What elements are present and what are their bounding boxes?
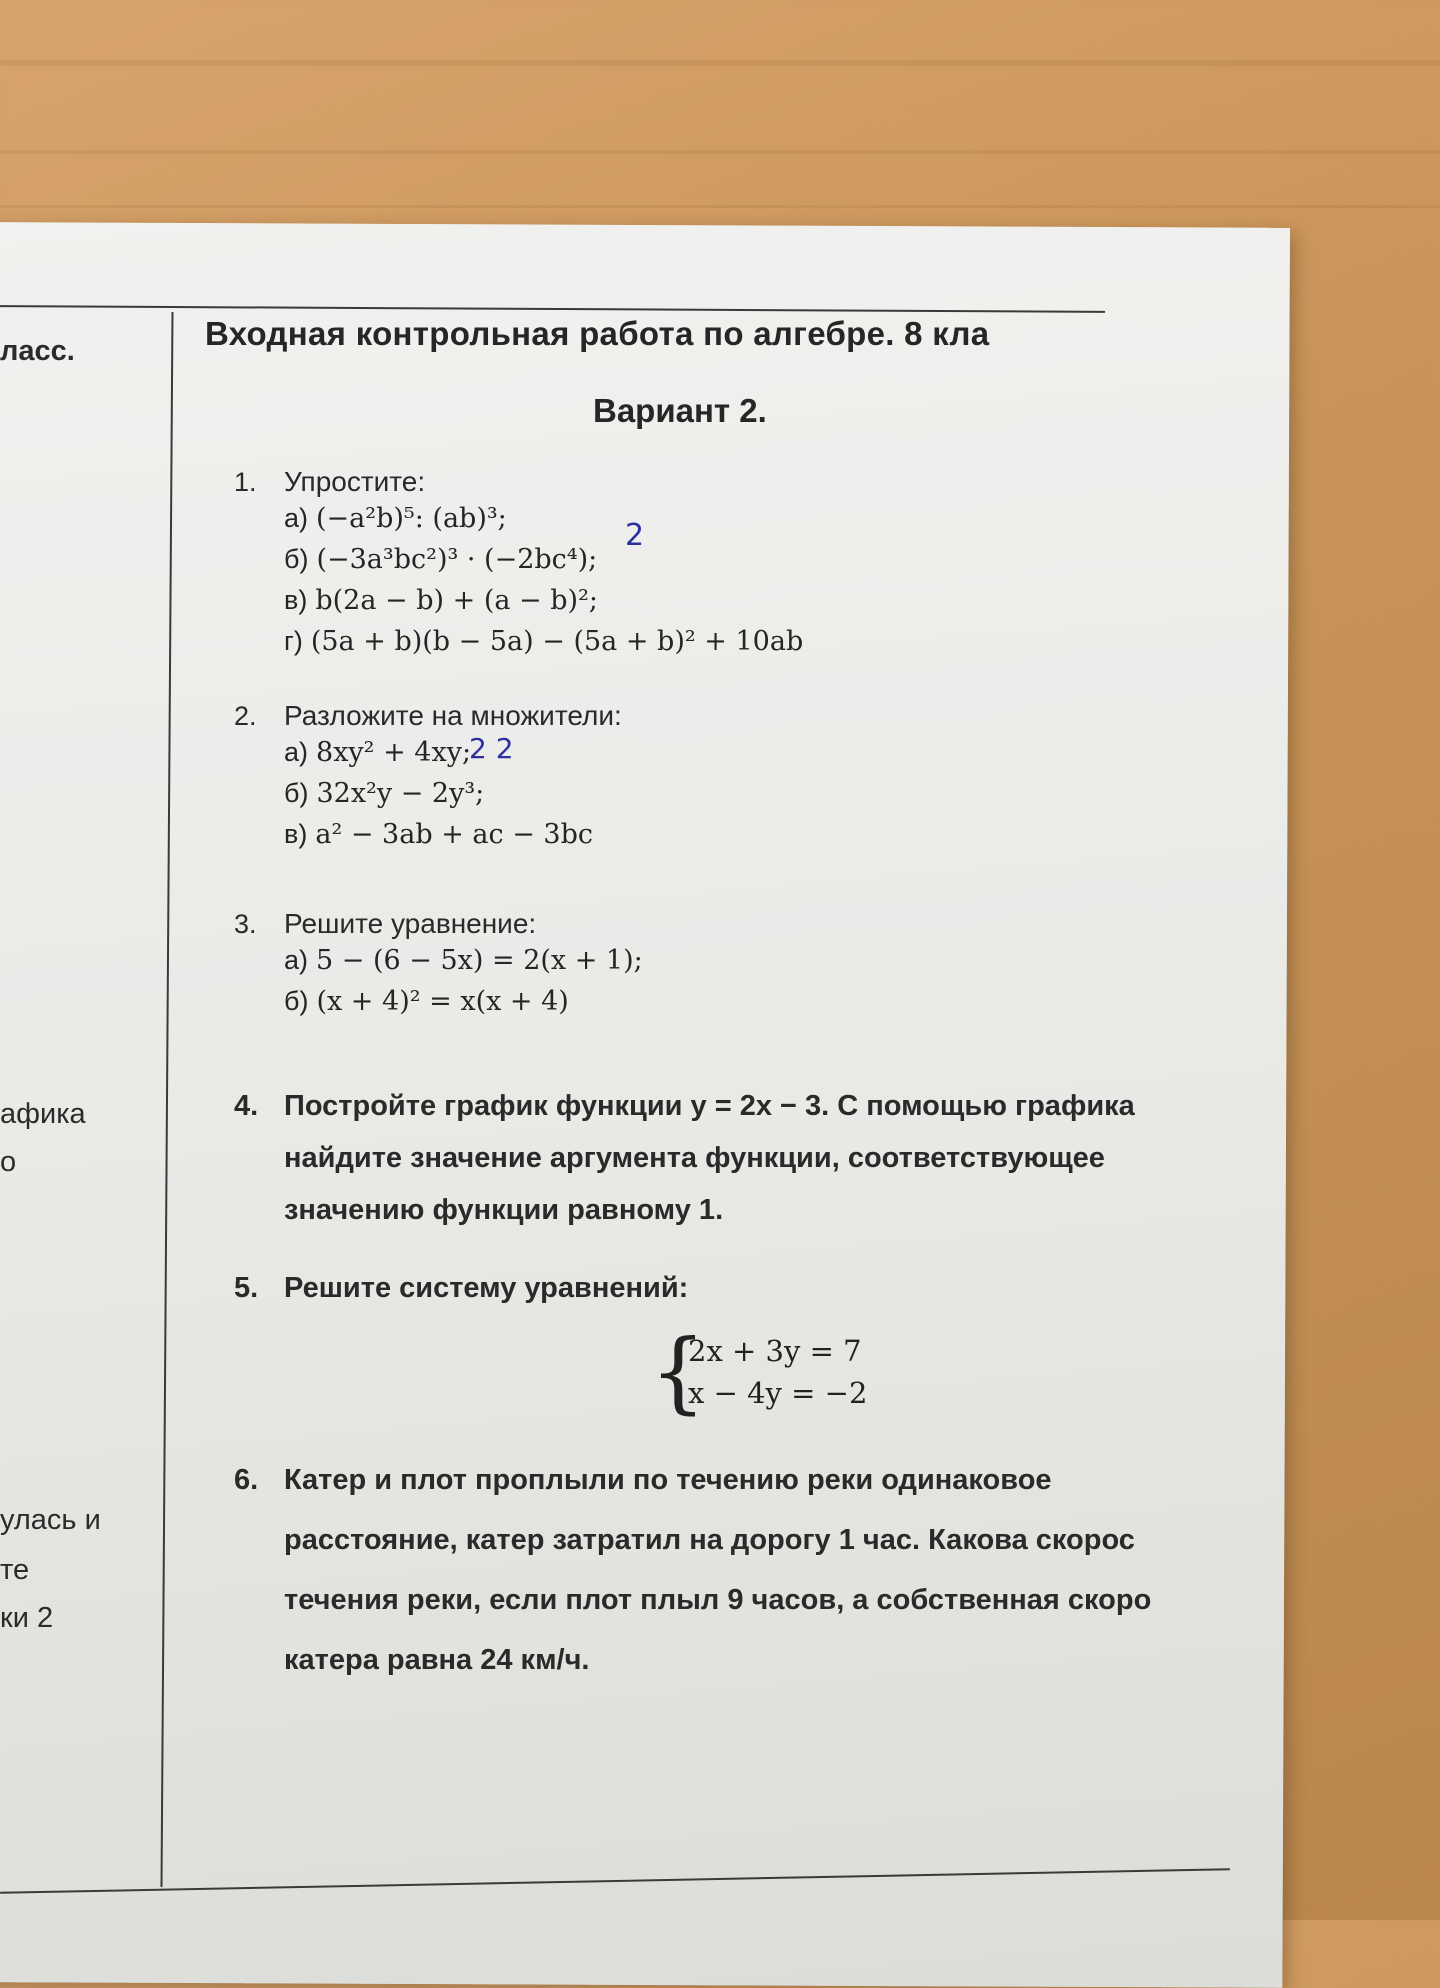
task-heading: Решите систему уравнений: xyxy=(284,1272,689,1304)
handwritten-mark: 2 2 xyxy=(469,732,514,765)
left-fragment: афика xyxy=(0,1098,86,1130)
task-number: 5. xyxy=(234,1272,259,1304)
task-text-line: расстояние, катер затратил на дорогу 1 час. Какова скорос xyxy=(284,1524,1135,1556)
left-fragment: улась и xyxy=(0,1504,101,1536)
task-4 xyxy=(234,1080,1135,1236)
task-text-line: течения реки, если плот плыл 9 часов, а собственная скоро xyxy=(284,1584,1152,1616)
task-item: а) 8xy² + 4xy; xyxy=(284,737,472,768)
task-item: б) 32x²y − 2y³; xyxy=(284,778,485,809)
task-3 xyxy=(234,908,643,1022)
task-text-line: Постройте график функции y = 2x − 3. С помощью графика xyxy=(284,1090,1135,1122)
left-fragment: о xyxy=(0,1146,17,1178)
task-text-line: значению функции равному 1. xyxy=(284,1194,724,1226)
left-fragment: ласс. xyxy=(0,335,75,367)
task-5 xyxy=(234,1262,688,1314)
task-item: б) (−3a³bc²)³ · (−2bc⁴); xyxy=(284,544,598,575)
task-text-line: катера равна 24 км/ч. xyxy=(284,1644,590,1676)
task-number: 2. xyxy=(234,701,257,731)
left-fragment: те xyxy=(0,1554,30,1586)
task-number: 3. xyxy=(234,909,257,939)
task-number: 6. xyxy=(234,1464,259,1496)
task-6 xyxy=(234,1450,1151,1690)
task-number: 4. xyxy=(234,1090,259,1122)
task-item: в) a² − 3ab + ac − 3bc xyxy=(284,819,593,850)
system-brace: { xyxy=(650,1320,706,1423)
task-text-line: найдите значение аргумента функции, соответствующее xyxy=(284,1142,1105,1174)
system-equation: x − 4y = −2 xyxy=(688,1376,868,1410)
task-1 xyxy=(234,466,803,662)
variant-heading: Вариант 2. xyxy=(593,392,767,429)
handwritten-mark: 2 xyxy=(625,518,645,553)
task-item: в) b(2a − b) + (a − b)²; xyxy=(284,585,598,616)
task-heading: Упростите: xyxy=(284,466,426,497)
task-item: а) 5 − (6 − 5x) = 2(x + 1); xyxy=(284,945,643,976)
task-heading: Решите уравнение: xyxy=(284,908,537,939)
task-item: б) (x + 4)² = x(x + 4) xyxy=(284,986,569,1017)
left-fragment: ки 2 xyxy=(0,1602,54,1634)
task-number: 1. xyxy=(234,467,257,497)
equation-system xyxy=(650,1320,868,1423)
task-heading: Разложите на множители: xyxy=(284,700,622,731)
task-text-line: Катер и плот проплыли по течению реки одинаковое xyxy=(284,1464,1052,1496)
task-2 xyxy=(234,700,622,855)
task-item: г) (5a + b)(b − 5a) − (5a + b)² + 10ab xyxy=(284,626,804,657)
task-item: а) (−a²b)⁵: (ab)³; xyxy=(284,503,507,534)
page-title: Входная контрольная работа по алгебре. 8 кла xyxy=(205,315,990,352)
system-equation: 2x + 3y = 7 xyxy=(688,1334,862,1368)
